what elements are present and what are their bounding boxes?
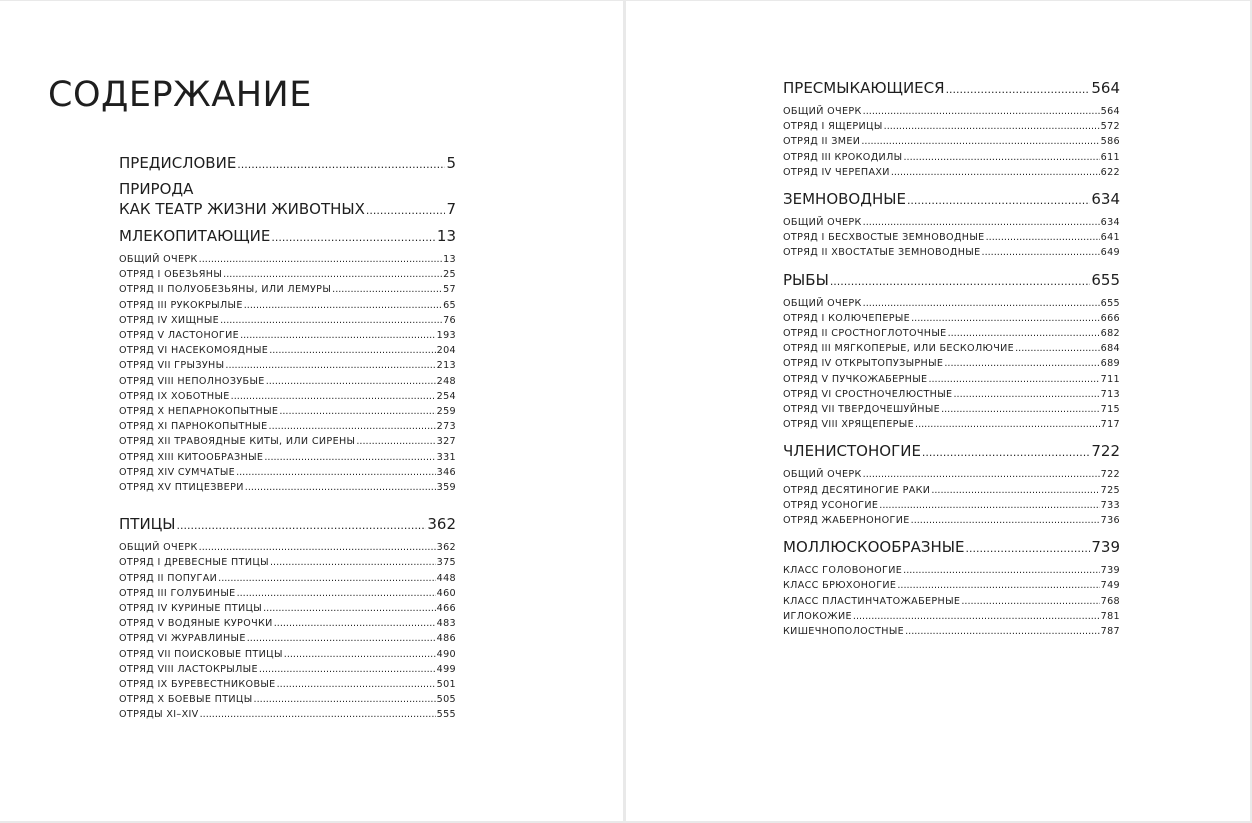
toc-section-title: ПРЕСМЫКАЮЩИЕСЯ [783, 79, 945, 97]
leader-dots [225, 358, 435, 373]
toc-entry-page: 13 [443, 254, 456, 265]
toc-entry[interactable] [783, 245, 1120, 260]
toc-entry-page: 486 [436, 633, 456, 645]
leader-dots [863, 215, 1100, 230]
toc-entry-page: 736 [1100, 515, 1120, 527]
leader-dots [922, 444, 1090, 462]
toc-entry[interactable] [119, 692, 456, 707]
toc-entry-label: ОТРЯД VII ГРЫЗУНЫ [119, 360, 225, 372]
toc-entry[interactable] [783, 326, 1120, 341]
toc-entry-page: 505 [436, 694, 456, 706]
leader-dots [863, 104, 1100, 119]
toc-entry-page: 204 [436, 345, 456, 357]
toc-entry-label: ОТРЯД V ЛАСТОНОГИЕ [119, 330, 240, 342]
toc-entry-label: ОТРЯД VII ПОИСКОВЫЕ ПТИЦЫ [119, 648, 283, 660]
leader-dots [907, 192, 1090, 210]
toc-entry[interactable] [119, 267, 456, 282]
toc-entry[interactable] [119, 419, 456, 434]
toc-entry-label: ОБЩИЙ ОЧЕРК [119, 542, 198, 554]
toc-entry-page: 448 [436, 572, 456, 584]
toc-entry-page: 501 [436, 679, 456, 691]
toc-section-heading[interactable] [783, 442, 1120, 462]
leader-dots [861, 134, 1099, 149]
toc-entry-page: 711 [1100, 373, 1120, 385]
toc-entry[interactable] [119, 571, 456, 586]
toc-entry-label: ОТРЯД XIV СУМЧАТЫЕ [119, 466, 236, 478]
toc-entry[interactable] [119, 555, 456, 570]
toc-section-heading[interactable] [119, 515, 456, 535]
toc-entry[interactable] [783, 230, 1120, 245]
toc-entry[interactable] [119, 404, 456, 419]
toc-entry-label: КИШЕЧНОПОЛОСТНЫЕ [783, 626, 905, 638]
toc-entry-label: ОТРЯД УСОНОГИЕ [783, 499, 879, 511]
toc-entry[interactable] [783, 215, 1120, 230]
leader-dots [863, 467, 1100, 482]
toc-entry[interactable] [783, 609, 1120, 624]
toc-entry-page: 25 [443, 269, 456, 281]
toc-section-heading[interactable] [119, 227, 456, 247]
toc-entry[interactable] [119, 465, 456, 480]
toc-entry-page: 7 [446, 200, 456, 218]
toc-entry-label: ОБЩИЙ ОЧЕРК [783, 469, 862, 481]
toc-section [119, 515, 456, 722]
toc-section-page: 13 [436, 227, 456, 245]
toc-entry[interactable] [119, 480, 456, 495]
toc-entry-label: ОТРЯД XI ПАРНОКОПЫТНЫЕ [119, 421, 268, 433]
toc-entry-page: 682 [1100, 328, 1120, 340]
leader-dots [986, 230, 1100, 245]
toc-entry[interactable] [119, 389, 456, 404]
toc-entry[interactable] [119, 313, 456, 328]
toc-entry[interactable] [119, 677, 456, 692]
toc-entry-label: ОТРЯД II ПОЛУОБЕЗЬЯНЫ, ИЛИ ЛЕМУРЫ [119, 284, 332, 296]
toc-entry-label: ОТРЯД I ОБЕЗЬЯНЫ [119, 269, 223, 281]
toc-section-page: 739 [1091, 538, 1120, 557]
toc-entry-label: ОТРЯД VI СРОСТНОЧЕЛЮСТНЫЕ [783, 388, 953, 400]
toc-entry-page: 555 [436, 709, 456, 721]
toc-entry-page: 5 [446, 154, 456, 172]
leader-dots [961, 594, 1099, 609]
toc-entry-page: 739 [1100, 565, 1120, 577]
leader-dots [200, 707, 436, 722]
toc-entry[interactable] [119, 662, 456, 677]
toc-entry-label: ОБЩИЙ ОЧЕРК [783, 106, 862, 117]
toc-entry-page: 564 [1100, 106, 1120, 117]
toc-entry-page: 359 [436, 482, 456, 494]
leader-dots [274, 616, 436, 631]
toc-section-heading[interactable] [783, 538, 1120, 558]
leader-dots [332, 282, 442, 297]
toc-entry[interactable] [783, 119, 1120, 134]
toc-entry-label: ОТРЯД III ГОЛУБИНЫЕ [119, 587, 236, 599]
leader-dots [263, 601, 436, 616]
toc-entry-label: ОТРЯД V ВОДЯНЫЕ КУРОЧКИ [119, 618, 273, 630]
toc-entry-label: КЛАСС ПЛАСТИНЧАТОЖАБЕРНЫЕ [783, 595, 961, 607]
toc-entry[interactable] [119, 540, 456, 555]
leader-dots [269, 343, 435, 358]
right-page [626, 1, 1250, 821]
leader-dots [254, 692, 436, 707]
toc-entry[interactable] [119, 707, 456, 722]
toc-section [119, 227, 456, 495]
toc-entry[interactable] [119, 450, 456, 465]
toc-entry-page: 641 [1100, 232, 1120, 244]
toc-entry-label: ОТРЯД X БОЕВЫЕ ПТИЦЫ [119, 694, 253, 706]
toc-entry[interactable] [119, 631, 456, 646]
toc-entry[interactable] [783, 417, 1120, 432]
toc-entry[interactable] [119, 328, 456, 343]
leader-dots [905, 624, 1100, 639]
toc-entry[interactable] [783, 296, 1120, 311]
toc-entry-page: 715 [1100, 404, 1120, 416]
leader-dots [897, 578, 1099, 593]
leader-dots [356, 434, 435, 449]
toc-entry-label: ОТРЯД I КОЛЮЧЕПЕРЫЕ [783, 312, 911, 324]
toc-entry-page: 634 [1100, 217, 1120, 229]
toc-entry-label: ОБЩИЙ ОЧЕРК [783, 217, 862, 229]
toc-entry-page: 717 [1100, 419, 1120, 431]
leader-dots [853, 609, 1100, 624]
toc-entry[interactable] [783, 483, 1120, 498]
toc-section-title: РЫБЫ [783, 270, 829, 289]
toc-entry-label: ИГЛОКОЖИЕ [783, 610, 852, 622]
leader-dots [177, 517, 427, 535]
toc-entry-nature[interactable] [119, 179, 456, 221]
toc-entry-page: 611 [1100, 151, 1120, 163]
toc-entry-page: 213 [436, 360, 456, 372]
leader-dots [965, 540, 1090, 558]
leader-dots [270, 555, 436, 570]
toc-entry-page: 490 [436, 648, 456, 660]
toc-entry[interactable] [783, 356, 1120, 371]
toc-entry-preface[interactable] [119, 154, 456, 174]
toc-entry-page: 725 [1100, 484, 1120, 496]
toc-entry-page: 666 [1100, 312, 1120, 324]
toc-section-page: 362 [427, 515, 456, 534]
toc-entry-page: 466 [436, 603, 456, 615]
toc-section-page: 564 [1091, 79, 1120, 97]
leader-dots [944, 356, 1099, 371]
toc-entry[interactable] [783, 150, 1120, 165]
toc-section-title: МЛЕКОПИТАЮЩИЕ [119, 227, 271, 245]
leader-dots [223, 267, 442, 282]
toc-entry-page: 254 [436, 390, 456, 402]
leader-dots [903, 150, 1099, 165]
leader-dots [220, 313, 442, 328]
toc-entry-line2 [119, 199, 456, 221]
leader-dots [245, 480, 436, 495]
toc-entry-page: 193 [436, 330, 456, 342]
toc-entry-label: ОТРЯД IV ЧЕРЕПАХИ [783, 166, 890, 178]
toc-entry-page: 749 [1100, 580, 1120, 592]
leader-dots [279, 404, 435, 419]
leader-dots [259, 662, 436, 677]
toc-section [783, 538, 1120, 639]
toc-section [783, 79, 1120, 180]
toc-entry-label: ОТРЯД III МЯГКОПЕРЫЕ, ИЛИ БЕСКОЛЮЧИЕ [783, 343, 1015, 355]
toc-entry-page: 375 [436, 557, 456, 569]
leader-dots [915, 417, 1100, 432]
leader-dots [903, 563, 1099, 578]
toc-entry-label: ОТРЯД ЖАБЕРНОНОГИЕ [783, 515, 910, 527]
toc-entry[interactable] [783, 624, 1120, 639]
toc-entry[interactable] [119, 252, 456, 267]
leader-dots [266, 374, 436, 389]
leader-dots [277, 677, 436, 692]
toc-entry[interactable] [119, 282, 456, 297]
toc-entry-label: ОТРЯД IV ХИЩНЫЕ [119, 314, 220, 326]
leader-dots [231, 389, 436, 404]
toc-entry[interactable] [783, 341, 1120, 356]
leader-dots [237, 156, 445, 174]
leader-dots [830, 273, 1091, 291]
toc-entry[interactable] [783, 104, 1120, 119]
toc-entry-page: 586 [1100, 136, 1120, 148]
leader-dots [1015, 341, 1100, 356]
toc-entry-page: 689 [1100, 358, 1120, 370]
toc-entry-page: 483 [436, 618, 456, 630]
toc-entry-label: ОТРЯД III КРОКОДИЛЫ [783, 151, 903, 163]
toc-entry[interactable] [783, 498, 1120, 513]
leader-dots [911, 311, 1100, 326]
leader-dots [884, 119, 1100, 134]
toc-entry-label: ОТРЯД VIII ХРЯЩЕПЕРЫЕ [783, 419, 915, 431]
toc-entry-page: 259 [436, 406, 456, 418]
toc-entry-label: ОТРЯД XV ПТИЦЕЗВЕРИ [119, 482, 244, 494]
leader-dots [264, 450, 435, 465]
toc-entry[interactable] [119, 374, 456, 389]
toc-section-title: ЗЕМНОВОДНЫЕ [783, 190, 906, 209]
toc-entry-label: ОТРЯД II ХВОСТАТЫЕ ЗЕМНОВОДНЫЕ [783, 247, 981, 259]
toc-entry-label: ОТРЯД IV ОТКРЫТОПУЗЫРНЫЕ [783, 358, 944, 370]
toc-entry-page: 655 [1100, 297, 1120, 309]
toc-entry-page: 273 [436, 421, 456, 433]
toc-entry-label: ОТРЯД III РУКОКРЫЛЫЕ [119, 299, 243, 311]
page-title: СОДЕРЖАНИЕ [48, 75, 312, 115]
toc-entry-page: 722 [1100, 469, 1120, 481]
leader-dots [931, 483, 1099, 498]
leader-dots [366, 201, 446, 221]
toc-entry-page: 713 [1100, 388, 1120, 400]
toc-entry-label: ОТРЯД ДЕСЯТИНОГИЕ РАКИ [783, 484, 931, 496]
toc-entry-label: ОБЩИЙ ОЧЕРК [119, 254, 198, 265]
toc-entry-label: ОТРЯД VIII ЛАСТОКРЫЛЫЕ [119, 663, 258, 675]
toc-entry-page: 362 [436, 542, 456, 554]
toc-entry-label: ОТРЯД IX БУРЕВЕСТНИКОВЫЕ [119, 679, 276, 691]
toc-entry[interactable] [783, 563, 1120, 578]
toc-entry[interactable] [783, 402, 1120, 417]
toc-entry-label: ОТРЯД X НЕПАРНОКОПЫТНЫЕ [119, 406, 279, 418]
toc-entry[interactable] [783, 513, 1120, 528]
toc-entry[interactable] [119, 616, 456, 631]
toc-entry[interactable] [783, 372, 1120, 387]
toc-entry-label: ОТРЯД I ЯЩЕРИЦЫ [783, 121, 883, 133]
toc-entry-label: ПРЕДИСЛОВИЕ [119, 154, 237, 172]
toc-entry-label: ОТРЯД V ПУЧКОЖАБЕРНЫЕ [783, 373, 928, 385]
toc-section-page: 634 [1091, 190, 1120, 209]
toc-entry-page: 768 [1100, 595, 1120, 607]
leader-dots [199, 252, 442, 267]
toc-entry[interactable] [119, 434, 456, 449]
toc-entry[interactable] [783, 387, 1120, 402]
leader-dots [948, 326, 1100, 341]
toc-section-heading[interactable] [783, 271, 1120, 291]
toc-entry-page: 684 [1100, 343, 1120, 355]
toc-entry-label: ОТРЯД I БЕСХВОСТЫЕ ЗЕМНОВОДНЫЕ [783, 232, 985, 244]
toc-entry-page: 460 [436, 587, 456, 599]
toc-entry-page: 649 [1100, 247, 1120, 259]
leader-dots [247, 631, 436, 646]
toc-section-page: 722 [1091, 442, 1120, 461]
toc-entry-label: КЛАСС БРЮХОНОГИЕ [783, 580, 897, 592]
toc-entry-page: 622 [1100, 166, 1120, 178]
toc-entry-label: КЛАСС ГОЛОВОНОГИЕ [783, 565, 903, 577]
toc-entry[interactable] [119, 601, 456, 616]
toc-entry-label: ОТРЯД VI НАСЕКОМОЯДНЫЕ [119, 345, 269, 357]
leader-dots [218, 571, 435, 586]
toc-section-title: ПТИЦЫ [119, 515, 176, 534]
toc-entry[interactable] [119, 647, 456, 662]
toc-entry[interactable] [783, 578, 1120, 593]
leader-dots [941, 402, 1100, 417]
leader-dots [244, 298, 442, 313]
toc-entry[interactable] [783, 134, 1120, 149]
toc-entry-label-line1: ПРИРОДА [119, 180, 194, 198]
toc-entry-page: 248 [436, 375, 456, 387]
leader-dots [911, 513, 1100, 528]
toc-entry[interactable] [783, 467, 1120, 482]
toc-section [783, 190, 1120, 261]
toc-entry-label-line2: КАК ТЕАТР ЖИЗНИ ЖИВОТНЫХ [119, 200, 365, 218]
toc-entry-label: ОТРЯД II СРОСТНОГЛОТОЧНЫЕ [783, 328, 947, 340]
toc-entry-page: 781 [1100, 610, 1120, 622]
toc-entry[interactable] [119, 358, 456, 373]
toc-entry-label: ОТРЯД XIII КИТООБРАЗНЫЕ [119, 451, 264, 463]
toc-column-left [119, 154, 456, 733]
leader-dots [946, 81, 1091, 99]
leader-dots [237, 586, 436, 601]
toc-entry-label: ОТРЯД IX ХОБОТНЫЕ [119, 390, 230, 402]
toc-section [783, 271, 1120, 433]
leader-dots [271, 229, 436, 247]
leader-dots [240, 328, 436, 343]
toc-entry-page: 57 [443, 284, 456, 296]
toc-entry-page: 572 [1100, 121, 1120, 133]
leader-dots [879, 498, 1099, 513]
toc-entry-label: ОТРЯД VI ЖУРАВЛИНЫЕ [119, 633, 246, 645]
leader-dots [236, 465, 436, 480]
leader-dots [928, 372, 1099, 387]
toc-entry-label: ОТРЯД II ЗМЕИ [783, 136, 861, 148]
toc-entry-page: 76 [443, 314, 456, 326]
toc-entry-page: 733 [1100, 499, 1120, 511]
leader-dots [891, 165, 1100, 180]
toc-section-heading[interactable] [783, 190, 1120, 210]
toc-entry-label: ОТРЯД XII ТРАВОЯДНЫЕ КИТЫ, ИЛИ СИРЕНЫ [119, 436, 356, 448]
toc-entry[interactable] [119, 343, 456, 358]
toc-entry[interactable] [119, 298, 456, 313]
toc-section-title: ЧЛЕНИСТОНОГИЕ [783, 442, 921, 461]
toc-entry-page: 65 [443, 299, 456, 311]
toc-entry-page: 346 [436, 466, 456, 478]
toc-entry-page: 331 [436, 451, 456, 463]
toc-entry[interactable] [783, 165, 1120, 180]
toc-entry-label: ОТРЯД II ПОПУГАИ [119, 572, 218, 584]
toc-entry[interactable] [783, 594, 1120, 609]
toc-entry-page: 499 [436, 663, 456, 675]
toc-entry[interactable] [783, 311, 1120, 326]
leader-dots [284, 647, 436, 662]
toc-entry-label: ОТРЯДЫ XI–XIV [119, 709, 199, 721]
toc-section-title: МОЛЛЮСКООБРАЗНЫЕ [783, 538, 965, 557]
toc-entry-page: 787 [1100, 626, 1120, 638]
toc-entry-page: 327 [436, 436, 456, 448]
toc-column-right [783, 79, 1120, 649]
toc-section-page: 655 [1091, 270, 1120, 289]
leader-dots [269, 419, 436, 434]
left-page [0, 1, 623, 821]
toc-entry-label: ОТРЯД VIII НЕПОЛНОЗУБЫЕ [119, 375, 265, 387]
toc-section [783, 442, 1120, 528]
toc-entry-label: ОТРЯД I ДРЕВЕСНЫЕ ПТИЦЫ [119, 557, 269, 569]
toc-entry-label: ОТРЯД VII ТВЕРДОЧЕШУЙНЫЕ [783, 404, 941, 416]
toc-section-heading[interactable] [783, 79, 1120, 99]
toc-entry[interactable] [119, 586, 456, 601]
toc-entry-label: ОБЩИЙ ОЧЕРК [783, 297, 862, 309]
toc-entry-label: ОТРЯД IV КУРИНЫЕ ПТИЦЫ [119, 603, 263, 615]
leader-dots [199, 540, 436, 555]
leader-dots [953, 387, 1099, 402]
leader-dots [982, 245, 1100, 260]
leader-dots [863, 296, 1100, 311]
